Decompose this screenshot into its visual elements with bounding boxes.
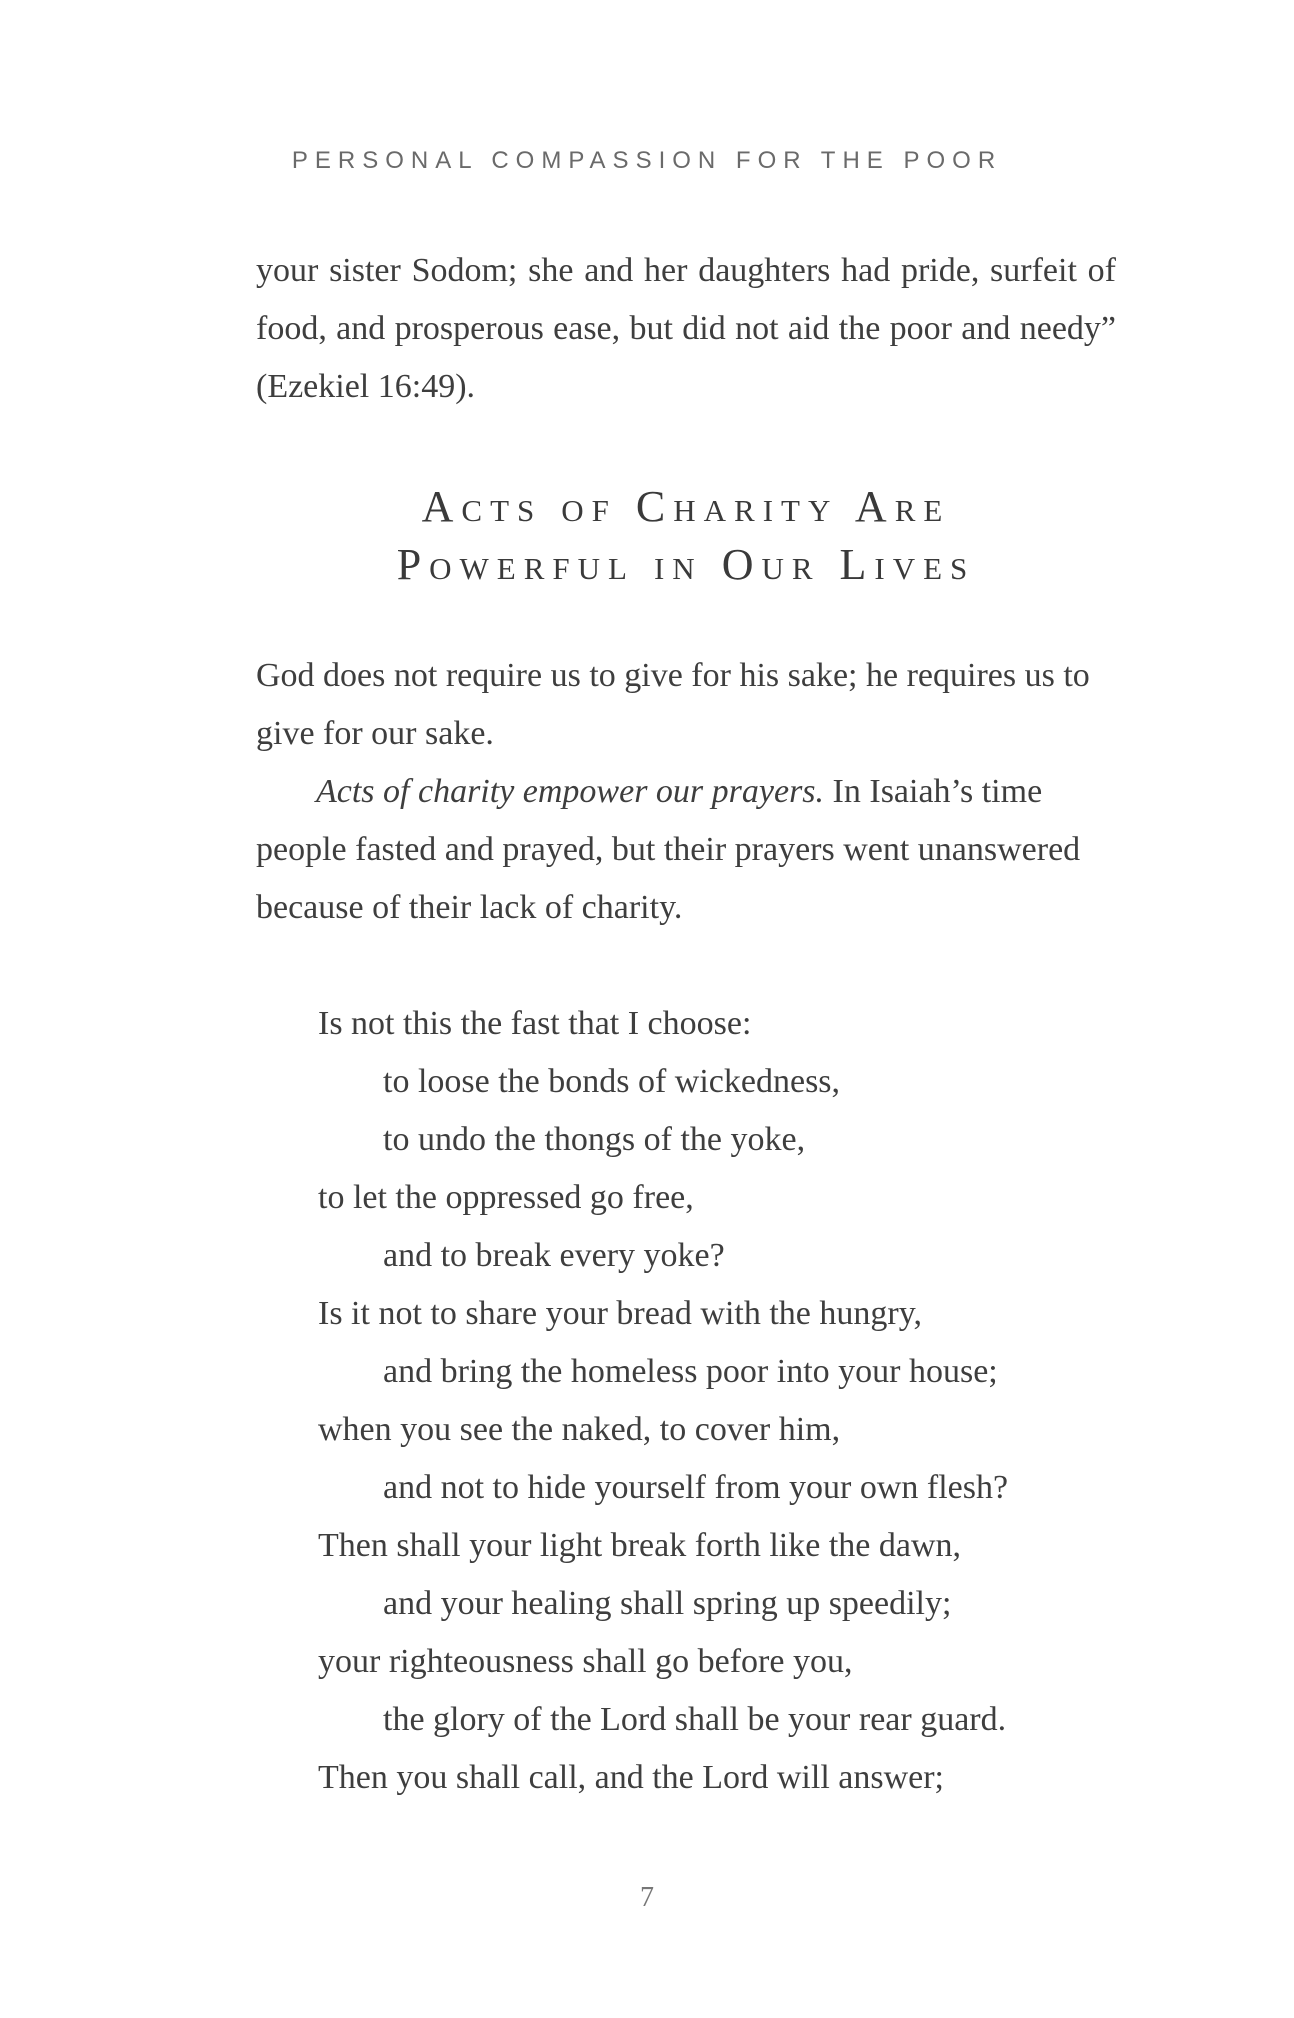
scripture-line: your righteousness shall go before you, xyxy=(318,1643,853,1680)
scripture-line: Is it not to share your bread with the hungry, xyxy=(318,1295,922,1332)
page-number: 7 xyxy=(640,1882,654,1913)
scripture-line: the glory of the Lord shall be your rear guard. xyxy=(383,1701,1007,1738)
scripture-quote xyxy=(318,995,1138,1807)
acts-paragraph-rest: In Isaiah’s time people fasted and prayed, but their prayers went unanswered because of their lack of charity. xyxy=(256,773,1081,926)
scripture-line: to undo the thongs of the yoke, xyxy=(383,1121,806,1158)
section-heading-line-1: Acts of Charity Are xyxy=(421,482,951,531)
scripture-line: Then shall your light break forth like the dawn, xyxy=(318,1527,961,1564)
scripture-line: and bring the homeless poor into your house; xyxy=(383,1353,998,1390)
scripture-line: and your healing shall spring up speedily; xyxy=(383,1585,952,1622)
running-head: PERSONAL COMPASSION FOR THE POOR xyxy=(291,147,1003,174)
continuation-paragraph: your sister Sodom; she and her daughters had pride, surfeit of food, and prosperous ease, but did not aid the poor and needy” (Ezekiel 16:49). xyxy=(256,252,1116,405)
scripture-line: and not to hide yourself from your own flesh? xyxy=(383,1469,1009,1506)
acts-paragraph xyxy=(256,763,1116,937)
intro-paragraph: God does not require us to give for his sake; he requires us to give for our sake. xyxy=(256,657,1090,752)
scripture-line: to loose the bonds of wickedness, xyxy=(383,1063,841,1100)
scripture-line: Then you shall call, and the Lord will answer; xyxy=(318,1759,944,1796)
section-heading xyxy=(256,478,1116,594)
scripture-line: and to break every yoke? xyxy=(383,1237,725,1274)
acts-paragraph-lead: Acts of charity empower our prayers. xyxy=(316,773,825,810)
section-heading-line-2: Powerful in Our Lives xyxy=(396,540,976,589)
scripture-line: Is not this the fast that I choose: xyxy=(318,1005,752,1042)
scripture-line: to let the oppressed go free, xyxy=(318,1179,694,1216)
scripture-line: when you see the naked, to cover him, xyxy=(318,1411,841,1448)
